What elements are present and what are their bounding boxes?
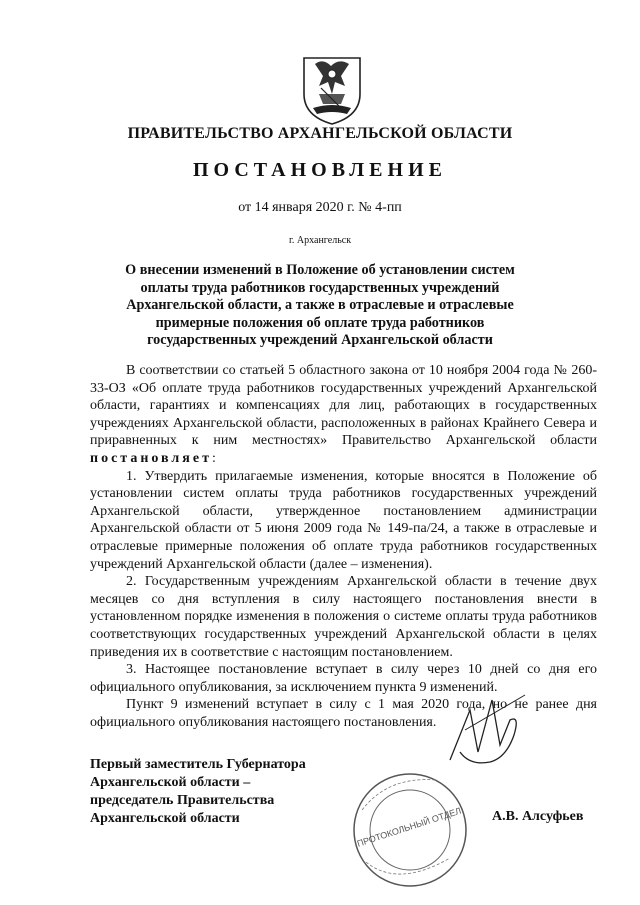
government-name: ПРАВИТЕЛЬСТВО АРХАНГЕЛЬСКОЙ ОБЛАСТИ [127,125,513,142]
position-line: Архангельской области – [90,775,251,790]
document-city: г. Архангельск [288,235,352,246]
item-2-paragraph: 2. Государственным учреждениям Архангельской области в течение двух месяцев со дня вступления в силу настоящего постановления внести в установленном порядке изменения в положения о системе оплаты труда работников соответствующих государственных учреждений Архангельской области в целях приведения их в соответствие с настоящим постановлением. [90,574,597,660]
handwritten-signature [430,690,540,780]
intro-text: В соответствии со статьей 5 областного закона от 10 ноября 2004 года № 260-33-ОЗ «Об оплате труда работников государственных учреждений Архангельской области, гарантиях и компенсациях для лиц, работающих в государственных учреждениях Архангельской области, расположенных в районах Крайнего Севера и приравненных к ним местностях» Правительство Архангельской области [90,363,597,449]
document-date-number: от 14 января 2020 г. № 4-пп [238,200,402,215]
coat-of-arms-emblem [301,54,363,126]
decree-word: постановляет [90,450,212,466]
item-3-paragraph: 3. Настоящее постановление вступает в силу через 10 дней со дня его официального опубликования, за исключением пункта 9 изменений. [90,662,597,695]
position-line: Архангельской области [90,811,240,826]
document-type: ПОСТАНОВЛЕНИЕ [193,159,447,181]
item-1-paragraph: 1. Утвердить прилагаемые изменения, которые вносятся в Положение об установлении систем оплаты труда работников государственных учреждений Архангельской области, утвержденное постановлением администрации Архангельской области от 5 июня 2009 года № 149-па/24, а также в отраслевые и отраслевые примерные положения об оплате труда работников государственных учреждений Архангельской области (далее – изменения). [90,468,597,572]
intro-paragraph [90,362,597,468]
signatory-name: А.В. Алсуфьев [492,809,584,824]
stamp-text: ПРОТОКОЛЬНЫЙ ОТДЕЛ [355,805,463,849]
position-line: Первый заместитель Губернатора [90,757,306,772]
position-line: председатель Правительства [90,793,275,808]
document-body [90,362,597,731]
document-title: О внесении изменений в Положение об установлении систем оплаты труда работников государственных учреждений Архангельской области, а также в отраслевые и отраслевые примерные положения об оплате труда работников государственных учреждений Архангельской области [125,262,515,348]
decree-colon: : [211,450,216,466]
round-stamp [338,770,478,890]
signatory-position [90,756,306,828]
item-4-paragraph: Пункт 9 изменений вступает в силу с 1 мая 2020 года, но не ранее дня официального опубликования настоящего постановления. [90,697,597,730]
